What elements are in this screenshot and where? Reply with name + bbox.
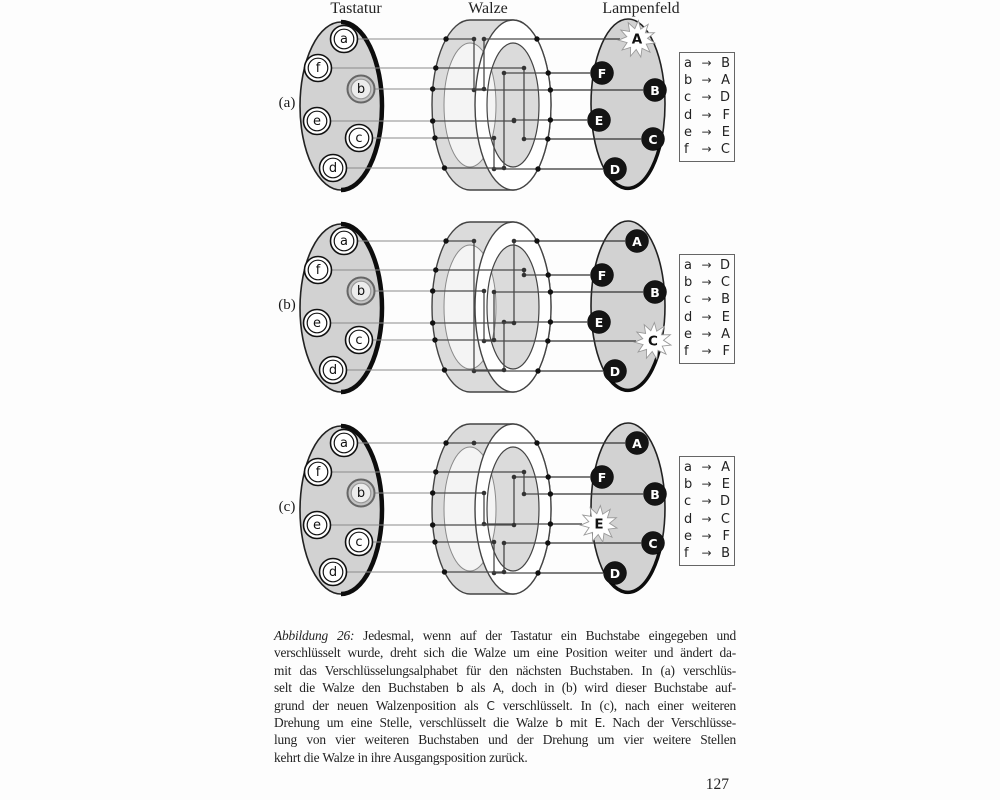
wire-contact-dot [472, 37, 477, 42]
figure-caption [274, 627, 736, 766]
wire-contact-dot [548, 87, 553, 92]
caption-cipher-letter: C [486, 698, 495, 713]
mapping-to: D [719, 90, 730, 106]
key-letter: c [355, 131, 363, 146]
caption-cipher-letter: A [492, 681, 501, 696]
mapping-row [684, 291, 730, 308]
arrow-icon: → [701, 477, 712, 492]
wire-contact-dot [430, 118, 435, 123]
lamp-letter: D [609, 162, 621, 177]
key-b-pressed [348, 480, 375, 507]
key-c [346, 327, 373, 354]
lamp-B [644, 281, 667, 304]
diagram-row-c [279, 423, 667, 594]
caption-text: verschlüsselt wurde, dreht sich die Walze um eine Position weiter und ändert da- [274, 645, 736, 661]
mapping-to: C [720, 511, 730, 527]
caption-text: Drehung um eine Stelle, verschlüsselt die Walze [274, 714, 556, 730]
wire-contact-dot [492, 540, 497, 545]
caption-line [274, 644, 736, 661]
wire-contact-dot [482, 491, 487, 496]
wire-contact-dot [432, 539, 437, 544]
column-header-lampenfeld: Lampenfeld [602, 0, 680, 17]
key-c [346, 125, 373, 152]
caption-cipher-letter: b [555, 715, 563, 730]
wire-contact-dot [535, 368, 540, 373]
arrow-icon: → [701, 343, 712, 358]
mapping-table-b [679, 254, 735, 364]
lamp-F [591, 62, 614, 85]
wire-contact-dot [443, 238, 448, 243]
mapping-row [684, 528, 730, 545]
key-c [346, 529, 373, 556]
caption-text: , doch in (b) wird dieser Buchstabe auf- [500, 680, 736, 696]
mapping-from: f [684, 141, 689, 157]
wire-contact-dot [512, 523, 517, 528]
key-letter: e [313, 316, 321, 331]
mapping-row [684, 459, 730, 476]
diagram-row-b [278, 221, 671, 392]
mapping-row [684, 124, 730, 141]
wire-contact-dot [546, 474, 551, 479]
key-letter: c [355, 535, 363, 550]
wire-contact-dot [534, 440, 539, 445]
arrow-icon: → [701, 124, 712, 139]
mapping-from: c [684, 494, 692, 510]
mapping-from: c [684, 292, 692, 308]
arrow-icon: → [701, 494, 712, 509]
wire-contact-dot [512, 475, 517, 480]
lamp-letter: A [631, 31, 643, 48]
mapping-row [684, 309, 730, 326]
mapping-from: f [684, 343, 689, 359]
mapping-to: A [721, 326, 730, 342]
row-label: (b) [278, 297, 296, 313]
mapping-from: b [684, 275, 693, 291]
mapping-row [684, 274, 730, 291]
wire-contact-dot [430, 320, 435, 325]
mapping-to: F [722, 107, 730, 123]
mapping-from: e [684, 528, 692, 544]
mapping-row [684, 343, 730, 360]
lamp-letter: E [594, 315, 604, 330]
caption-line [274, 662, 736, 679]
arrow-icon: → [701, 309, 712, 324]
mapping-row [684, 141, 730, 158]
mapping-row [684, 326, 730, 343]
caption-text: lung von vier weiteren Buchstaben und der Drehung um vier weitere Stellen [274, 732, 736, 748]
caption-text: selt die Walze den Buchstaben [274, 680, 457, 696]
mapping-from: c [684, 90, 692, 106]
wire-contact-dot [534, 36, 539, 41]
lamp-A [626, 230, 649, 253]
key-letter: e [313, 518, 321, 533]
wire-contact-dot [535, 166, 540, 171]
key-e [304, 512, 331, 539]
mapping-from: d [684, 511, 693, 527]
wire-contact-dot [522, 470, 527, 475]
wire-contact-dot [512, 118, 517, 123]
lamp-letter: F [597, 66, 607, 81]
key-letter: f [315, 263, 321, 278]
mapping-from: e [684, 326, 692, 342]
mapping-row [684, 72, 730, 89]
lamp-C [642, 532, 665, 555]
lamp-letter: F [597, 268, 607, 283]
wire-contact-dot [534, 238, 539, 243]
key-letter: b [356, 82, 366, 97]
wire-contact-dot [502, 570, 507, 575]
mapping-from: b [684, 477, 693, 493]
wire-contact-dot [442, 165, 447, 170]
key-f [305, 55, 332, 82]
wire-contact-dot [492, 338, 497, 343]
mapping-row [684, 493, 730, 510]
wire-contact-dot [430, 288, 435, 293]
mapping-row [684, 89, 730, 106]
wire-contact-dot [502, 166, 507, 171]
lamp-letter: B [650, 487, 660, 502]
lamp-D [604, 360, 627, 383]
arrow-icon: → [701, 511, 712, 526]
lamp-letter: E [594, 516, 604, 533]
row-label: (c) [278, 499, 296, 515]
mapping-from: f [684, 545, 689, 561]
caption-line [274, 714, 736, 731]
mapping-to: F [722, 343, 730, 359]
wire-contact-dot [482, 37, 487, 42]
key-d [320, 357, 347, 384]
mapping-to: F [722, 528, 730, 544]
lamp-A [626, 432, 649, 455]
caption-text: grund der neuen Walzenposition als [274, 697, 487, 713]
key-letter: f [315, 465, 321, 480]
lamp-F [591, 264, 614, 287]
wire-contact-dot [545, 136, 550, 141]
arrow-icon: → [701, 326, 712, 341]
mapping-to: C [720, 275, 730, 291]
wire-contact-dot [433, 267, 438, 272]
caption-line [274, 697, 736, 714]
lamp-letter: D [609, 364, 621, 379]
wire-contact-dot [502, 541, 507, 546]
wire-contact-dot [522, 273, 527, 278]
wire-contact-dot [535, 570, 540, 575]
arrow-icon: → [701, 73, 712, 88]
column-header-tastatur: Tastatur [330, 0, 382, 17]
key-letter: a [340, 436, 348, 451]
wire-contact-dot [512, 239, 517, 244]
wire-contact-dot [548, 289, 553, 294]
mapping-to: B [721, 292, 730, 308]
mapping-to: D [719, 494, 730, 510]
key-letter: d [328, 161, 338, 176]
wire-contact-dot [442, 569, 447, 574]
caption-text: . Nach der Verschlüsse- [602, 714, 736, 730]
caption-text: Jedesmal, wenn auf der Tastatur ein Buchstabe eingegeben und [354, 628, 737, 643]
wire-contact-dot [432, 337, 437, 342]
key-letter: e [313, 114, 321, 129]
wire-contact-dot [522, 137, 527, 142]
wire-contact-dot [482, 289, 487, 294]
lamp-E [588, 311, 611, 334]
mapping-from: a [684, 258, 692, 273]
mapping-table-c [679, 456, 735, 566]
wire-contact-dot [522, 66, 527, 71]
mapping-to: E [721, 309, 730, 325]
caption-text: kehrt die Walze in ihre Ausgangsposition zurück. [274, 749, 528, 765]
mapping-row [684, 257, 730, 274]
lamp-letter: C [648, 333, 658, 350]
lamp-F [591, 466, 614, 489]
wire-contact-dot [472, 441, 477, 446]
page-number: 127 [705, 776, 729, 793]
arrow-icon: → [701, 258, 712, 272]
wire-contact-dot [546, 70, 551, 75]
wire-contact-dot [433, 469, 438, 474]
wire-contact-dot [430, 522, 435, 527]
mapping-to: A [721, 73, 730, 89]
mapping-row [684, 107, 730, 124]
mapping-to: E [721, 124, 730, 140]
key-d [320, 559, 347, 586]
row-label: (a) [278, 95, 296, 111]
mapping-from: b [684, 73, 693, 89]
mapping-from: a [684, 56, 692, 71]
arrow-icon: → [701, 545, 712, 560]
lamp-letter: F [597, 470, 607, 485]
wire-contact-dot [430, 86, 435, 91]
wire-contact-dot [443, 440, 448, 445]
mapping-row [684, 476, 730, 493]
wire-contact-dot [512, 321, 517, 326]
key-e [304, 108, 331, 135]
arrow-icon: → [701, 528, 712, 543]
wire-contact-dot [548, 521, 553, 526]
mapping-from: d [684, 107, 693, 123]
wire-contact-dot [545, 540, 550, 545]
wire-contact-dot [548, 491, 553, 496]
key-d [320, 155, 347, 182]
wire-contact-dot [548, 319, 553, 324]
key-b-pressed [348, 278, 375, 305]
mapping-to: D [719, 258, 730, 273]
wire-contact-dot [522, 268, 527, 273]
lamp-letter: A [632, 436, 642, 451]
key-letter: b [356, 486, 366, 501]
arrow-icon: → [701, 141, 712, 156]
key-letter: a [340, 32, 348, 47]
mapping-row [684, 55, 730, 72]
diagram-row-a [279, 19, 667, 190]
lamp-D [604, 158, 627, 181]
mapping-from: e [684, 124, 692, 140]
wire-contact-dot [442, 367, 447, 372]
arrow-icon: → [701, 90, 712, 105]
arrow-icon: → [701, 107, 712, 122]
mapping-table-a [679, 52, 735, 162]
lamp-B [644, 483, 667, 506]
wire-contact-dot [472, 239, 477, 244]
lamp-letter: D [609, 566, 621, 581]
caption-text: als [463, 680, 493, 696]
caption-line [274, 749, 736, 766]
mapping-row [684, 545, 730, 562]
wire-contact-dot [492, 136, 497, 141]
caption-line [274, 679, 736, 696]
mapping-to: E [721, 477, 730, 493]
key-letter: f [315, 61, 321, 76]
wire-contact-dot [482, 87, 487, 92]
mapping-to: A [721, 460, 730, 475]
lamp-letter: E [594, 113, 604, 128]
lamp-letter: C [648, 132, 658, 147]
wire-contact-dot [432, 135, 437, 140]
mapping-to: C [720, 141, 730, 157]
caption-line [274, 627, 736, 644]
key-a [331, 228, 358, 255]
mapping-to: B [721, 56, 730, 71]
arrow-icon: → [701, 460, 712, 474]
column-header-walze: Walze [468, 0, 508, 17]
mapping-to: B [721, 545, 730, 561]
key-f [305, 257, 332, 284]
wire-contact-dot [502, 71, 507, 76]
lamp-letter: A [632, 234, 642, 249]
key-letter: a [340, 234, 348, 249]
wire-contact-dot [548, 117, 553, 122]
arrow-icon: → [701, 56, 712, 70]
wire-contact-dot [502, 368, 507, 373]
lamp-C [642, 128, 665, 151]
key-a [331, 430, 358, 457]
key-letter: b [356, 284, 366, 299]
mapping-row [684, 511, 730, 528]
caption-text: Abbildung 26: [274, 628, 355, 643]
mapping-from: a [684, 460, 692, 475]
key-letter: d [328, 565, 338, 580]
caption-text: mit [562, 714, 595, 730]
wire-contact-dot [492, 290, 497, 295]
caption-line [274, 731, 736, 748]
lamp-B [644, 79, 667, 102]
caption-cipher-letter: b [456, 681, 464, 696]
arrow-icon: → [701, 292, 712, 307]
wire-contact-dot [522, 492, 527, 497]
caption-cipher-letter: E [594, 715, 602, 730]
mapping-from: d [684, 309, 693, 325]
lamp-letter: B [650, 285, 660, 300]
caption-text: mit das Verschlüsselungsalphabet für den nächsten Buchstaben. In (a) verschlüs- [274, 662, 736, 678]
lamp-letter: B [650, 83, 660, 98]
key-a [331, 26, 358, 53]
lamp-D [604, 562, 627, 585]
caption-text: verschlüsselt. In (c), nach einer weiteren [494, 697, 736, 713]
wire-contact-dot [430, 490, 435, 495]
key-letter: c [355, 333, 363, 348]
key-b-pressed [348, 76, 375, 103]
arrow-icon: → [701, 275, 712, 290]
key-e [304, 310, 331, 337]
wire-contact-dot [443, 36, 448, 41]
key-f [305, 459, 332, 486]
wire-contact-dot [433, 65, 438, 70]
lamp-E [588, 109, 611, 132]
key-letter: d [328, 363, 338, 378]
wire-contact-dot [545, 338, 550, 343]
lamp-letter: C [648, 536, 658, 551]
wire-contact-dot [546, 272, 551, 277]
